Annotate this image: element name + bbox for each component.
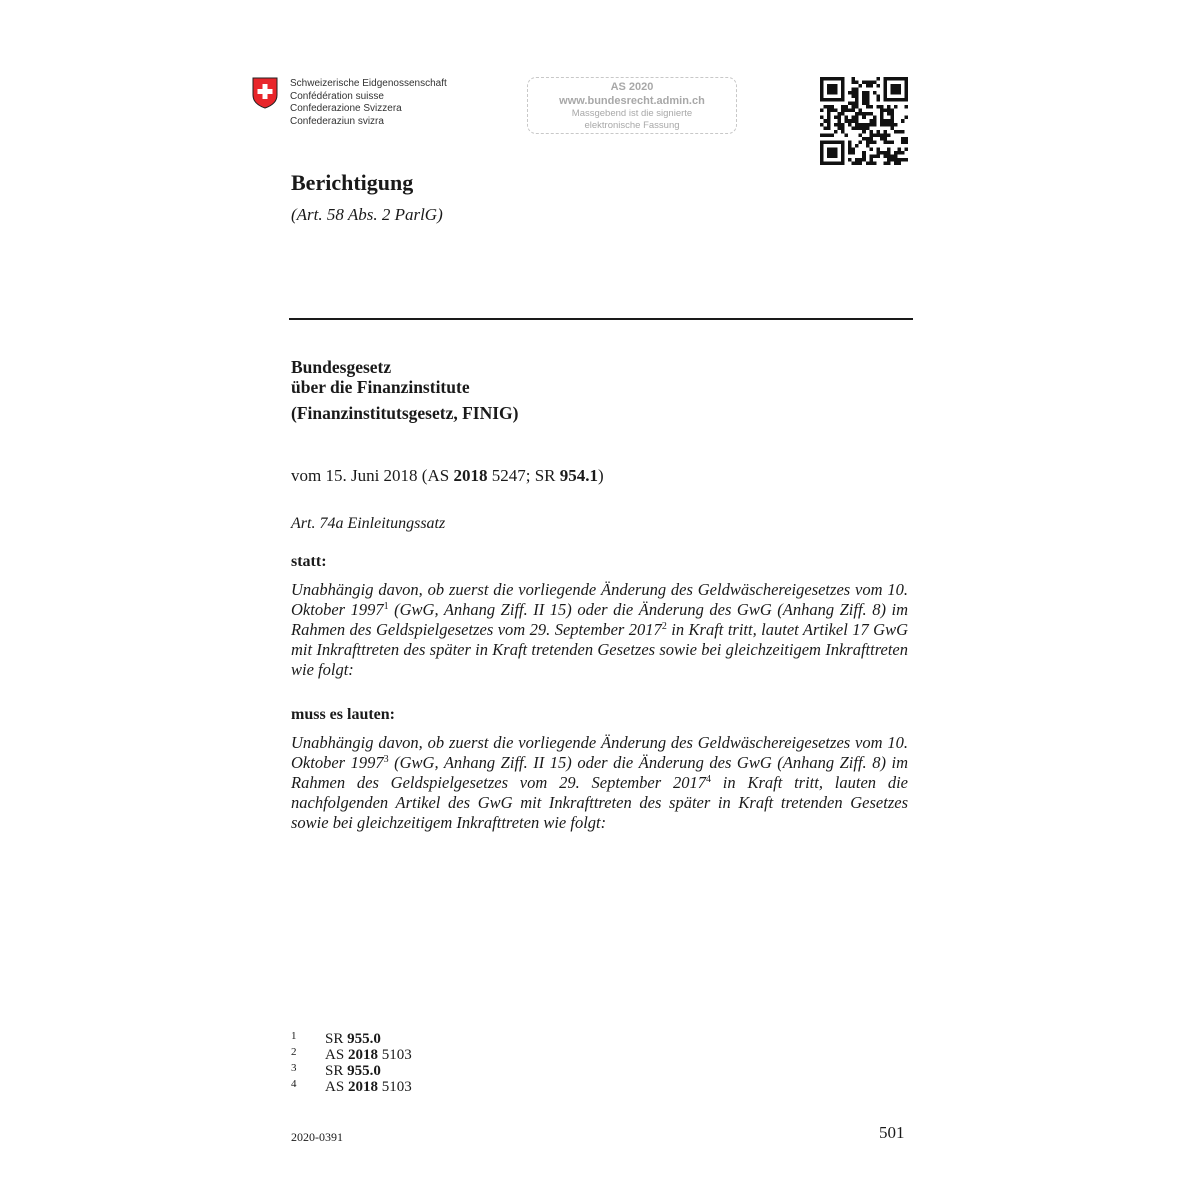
law-sr-number: 954.1 bbox=[559, 466, 598, 485]
document-number: 2020-0391 bbox=[291, 1130, 343, 1144]
law-date-suffix: ) bbox=[598, 466, 604, 485]
footnote-prefix: SR bbox=[325, 1063, 348, 1079]
footnote-text bbox=[325, 1047, 412, 1063]
qr-code-icon bbox=[820, 77, 908, 165]
stamp-line-4: elektronische Fassung bbox=[584, 120, 680, 131]
swiss-cross-shield-icon bbox=[252, 77, 278, 109]
footnote-prefix: AS bbox=[325, 1079, 348, 1095]
footnote-ref-1[interactable]: 1 bbox=[383, 601, 389, 612]
footnote-bold: 955.0 bbox=[347, 1063, 381, 1079]
statt-text-2: (GwG, Anhang Ziff. II 15) oder die Änderung des GwG (Anhang Ziff. 8) im Rahmen des Geldspielgesetzes vom 29. September 2017 bbox=[291, 600, 908, 639]
footnote-prefix: SR bbox=[325, 1031, 348, 1047]
horizontal-rule bbox=[289, 318, 913, 320]
footnote bbox=[291, 1079, 412, 1095]
footnote-text bbox=[325, 1079, 412, 1095]
muss-label: muss es lauten: bbox=[291, 706, 396, 723]
footnote-ref-4[interactable]: 4 bbox=[705, 774, 711, 785]
statt-text-3: in Kraft tritt, lautet Artikel 17 GwG mit Inkrafttreten des später in Kraft tretenden Gesetzes sowie bei gleichzeitigem Inkrafttreten wie folgt: bbox=[291, 620, 909, 679]
footnote-ref-3[interactable]: 3 bbox=[383, 754, 389, 765]
muss-text-1: Unabhängig davon, ob zuerst die vorliegende Änderung des Geldwäschereigesetzes vom 10. Oktober 1997 bbox=[291, 733, 908, 772]
footnote-prefix: AS bbox=[325, 1047, 348, 1063]
article-reference: Art. 74a Einleitungssatz bbox=[291, 515, 446, 532]
muss-paragraph bbox=[291, 733, 908, 833]
confed-name-rm: Confederaziun svizra bbox=[290, 115, 384, 127]
footnote-number: 3 bbox=[291, 1062, 297, 1074]
law-date-prefix: vom 15. Juni 2018 (AS bbox=[291, 466, 454, 485]
stamp-line-2: www.bundesrecht.admin.ch bbox=[559, 95, 705, 107]
footnote-bold: 955.0 bbox=[347, 1031, 381, 1047]
document-title: Berichtigung bbox=[291, 170, 414, 195]
publication-stamp bbox=[527, 77, 737, 134]
law-date-reference bbox=[291, 466, 604, 486]
footnote-text bbox=[325, 1063, 381, 1079]
law-as-page: 5247; SR bbox=[487, 466, 560, 485]
footnote-number: 4 bbox=[291, 1078, 297, 1090]
stamp-line-3: Massgebend ist die signierte bbox=[571, 108, 693, 119]
stamp-line-1: AS 2020 bbox=[610, 81, 654, 93]
footnote-number: 2 bbox=[291, 1046, 297, 1058]
statt-text-1: Unabhängig davon, ob zuerst die vorliegende Änderung des Geldwäschereigesetzes vom 10. Oktober 1997 bbox=[291, 580, 908, 619]
confed-name-fr: Confédération suisse bbox=[290, 90, 384, 102]
document-subtitle: (Art. 58 Abs. 2 ParlG) bbox=[291, 205, 443, 224]
law-title bbox=[291, 357, 470, 397]
footnote-bold: 2018 bbox=[347, 1047, 378, 1063]
statt-label: statt: bbox=[291, 553, 327, 570]
confed-name-de: Schweizerische Eidgenossenschaft bbox=[290, 78, 447, 89]
muss-text-3: in Kraft tritt, lauten die nachfolgenden Artikel des GwG mit Inkrafttreten des später in Kraft tretenden Gesetzes sowie bei gleichzeitigem Inkrafttreten wie folgt: bbox=[291, 773, 908, 832]
law-as-year: 2018 bbox=[453, 466, 488, 485]
muss-text-2: (GwG, Anhang Ziff. II 15) oder die Änderung des GwG (Anhang Ziff. 8) im Rahmen des Geldspielgesetzes vom 29. September 2017 bbox=[291, 753, 908, 792]
confederation-names bbox=[290, 78, 447, 128]
confed-name-it: Confederazione Svizzera bbox=[290, 103, 402, 114]
footnote-text bbox=[325, 1031, 381, 1047]
footnote-bold: 2018 bbox=[347, 1079, 378, 1095]
page-number: 501 bbox=[879, 1123, 905, 1142]
footnote-ref-2[interactable]: 2 bbox=[661, 621, 667, 632]
footnote-suffix: 5103 bbox=[377, 1047, 412, 1063]
footnote-number: 1 bbox=[291, 1030, 297, 1042]
footnotes bbox=[291, 1031, 412, 1095]
footnote-suffix: 5103 bbox=[377, 1079, 412, 1095]
law-title-line-1: Bundesgesetz bbox=[291, 357, 392, 377]
law-title-line-2: über die Finanzinstitute bbox=[291, 377, 470, 397]
statt-paragraph bbox=[291, 580, 908, 680]
law-short-title: (Finanzinstitutsgesetz, FINIG) bbox=[291, 403, 519, 423]
